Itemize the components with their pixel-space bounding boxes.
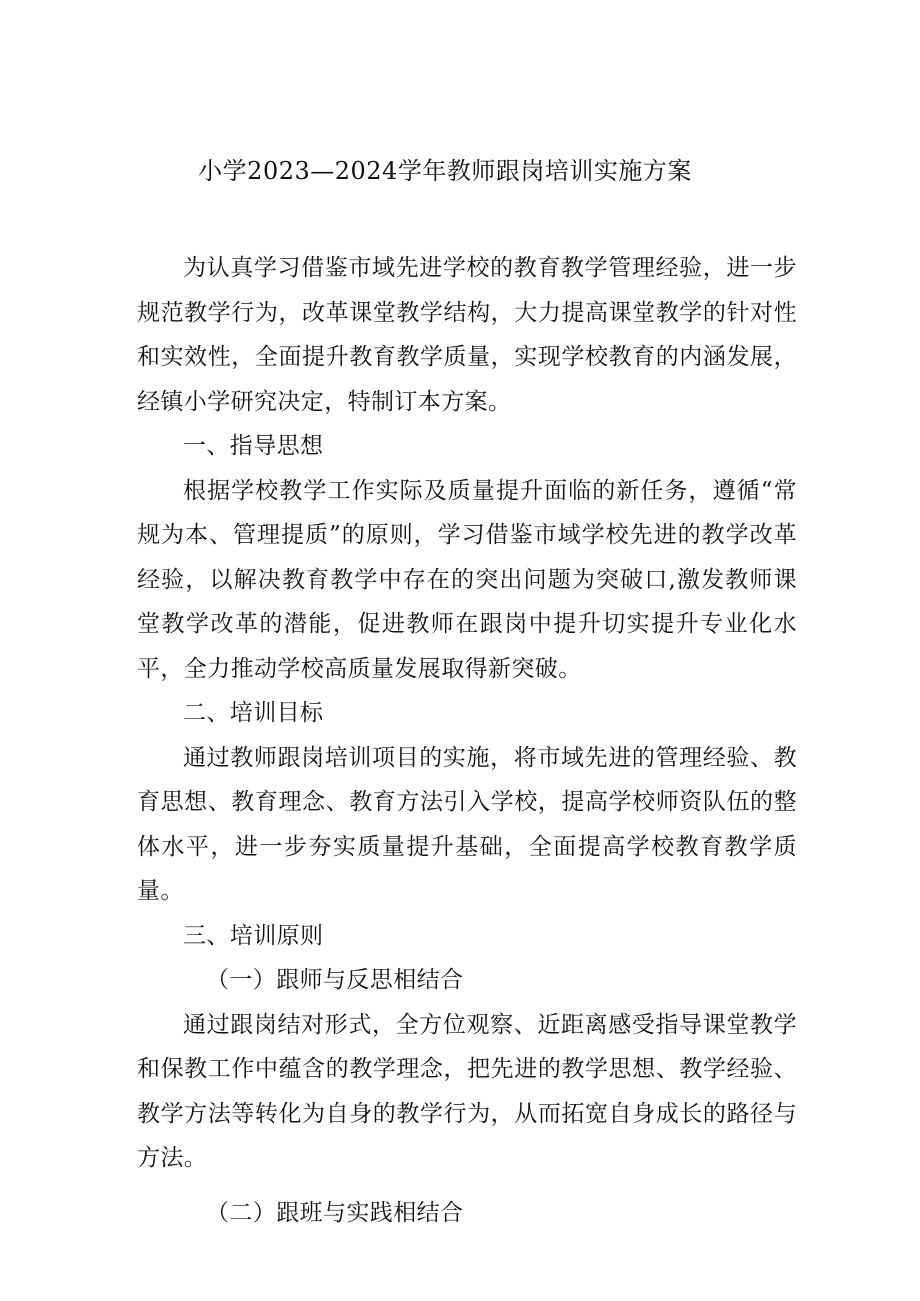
intro-paragraph: 为认真学习借鉴市域先进学校的教育教学管理经验，进一步规范教学行为，改革课堂教学结构，大力提高课堂教学的针对性和实效性，全面提升教育教学质量，实现学校教育的内涵发展，经镇小学研究决定，特制订本方案。 [137, 255, 797, 415]
document-title: 小学2023—2024学年教师跟岗培训实施方案 [198, 157, 692, 185]
section-paragraph-guiding-ideology: 根据学校教学工作实际及质量提升面临的新任务，遵循“常规为本、管理提质”的原则，学习借鉴市域学校先进的教学改革经验，以解决教育教学中存在的突出问题为突破口,激发教师课堂教学改革的潜能，促进教师在跟岗中提升切实提升专业化水平，全力推动学校高质量发展取得新突破。 [137, 477, 797, 682]
subsection-heading-1: （一）跟师与反思相结合 [206, 967, 464, 993]
subsection-heading-2: （二）跟班与实践相结合 [206, 1199, 464, 1226]
section-heading-guiding-ideology: 一、指导思想 [183, 433, 324, 459]
section-heading-training-principles: 三、培训原则 [183, 922, 324, 949]
section-paragraph-training-goals: 通过教师跟岗培训项目的实施，将市域先进的管理经验、教育思想、教育理念、教育方法引入学校，提高学校师资队伍的整体水平，进一步夯实质量提升基础，全面提高学校教育教学质量。 [137, 744, 797, 904]
subsection-paragraph-1: 通过跟岗结对形式，全方位观察、近距离感受指导课堂教学和保教工作中蕴含的教学理念，把先进的教学思想、教学经验、教学方法等转化为自身的教学行为，从而拓宽自身成长的路径与方法。 [137, 1011, 797, 1171]
section-heading-training-goals: 二、培训目标 [183, 700, 324, 726]
document-body [137, 246, 797, 1235]
